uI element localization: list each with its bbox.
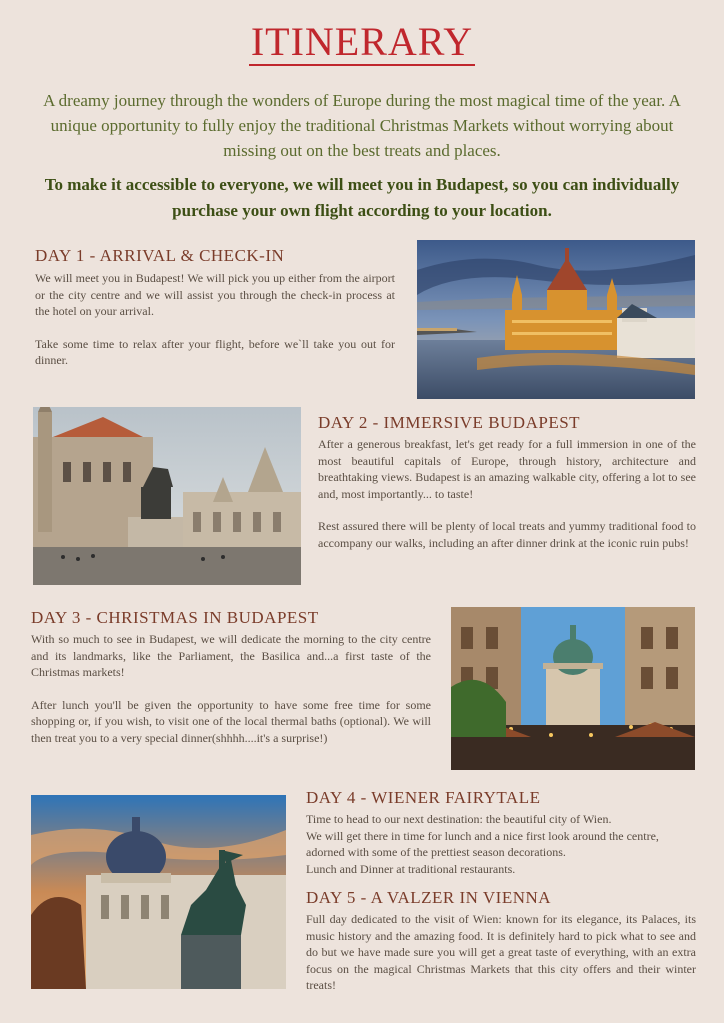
day-4-line-3: Lunch and Dinner at traditional restaurants.	[306, 861, 516, 876]
day-1-text	[35, 270, 395, 369]
intro-text: A dreamy journey through the wonders of Europe during the most magical time of the year. A unique opportunity to fully enjoy the traditional Christmas Markets without worrying about missing out on the best treats and places.	[43, 91, 681, 160]
day-3-paragraph-1: With so much to see in Budapest, we will dedicate the morning to the city centre and its landmarks, like the Parliament, the Basilica and...a first taste of the Christmas markets!	[31, 632, 431, 679]
day-5-text	[306, 911, 696, 994]
day-3-text	[31, 631, 431, 746]
day-5-title: DAY 5 - A VALZER IN VIENNA	[306, 888, 552, 907]
day-1-paragraph-2: Take some time to relax after your flight, before we`ll take you out for dinner.	[35, 336, 395, 367]
day-1-paragraph-1: We will meet you in Budapest! We will pick you up either from the airport or the city centre and we will assist you through the check-in process at the hotel on your arrival.	[35, 271, 395, 318]
day-2-text	[318, 436, 696, 551]
day-3-paragraph-2: After lunch you'll be given the opportunity to have some free time for some shopping or, if you wish, to visit one of the local thermal baths (optional). We will then treat you to a very special dinner(shhhh....it's a surprise!)	[31, 697, 431, 745]
day-2-paragraph-2: Rest assured there will be plenty of local treats and yummy traditional food to accompany our walks, including an after dinner drink at the iconic ruin pubs!	[318, 519, 696, 550]
day-3-title: DAY 3 - CHRISTMAS IN BUDAPEST	[31, 608, 319, 627]
day-2-paragraph-1: After a generous breakfast, let's get ready for a full immersion in one of the most beautiful capitals of Europe, through history, architecture and breathtaking views. Budapest is an amazing walkable city, offering a lot to see and, most importantly... to taste!	[318, 437, 696, 501]
day-5-paragraph-1: Full day dedicated to the visit of Wien: known for its elegance, its Palaces, its music history and the amazing food. It is definitely hard to pick what to see and do but we have made sure you will get a great taste of everything, with an extra focus on the magical Christmas Markets that this city offers and their winter treats!	[306, 912, 696, 992]
meeting-notice: To make it accessible to everyone, we will meet you in Budapest, so you can individually purchase your own flight according to your location.	[44, 175, 680, 220]
day-4-line-2: We will get there in time for lunch and a nice first look around the centre, adorned with some of the prettiest season decorations.	[306, 828, 659, 859]
fishermans-bastion-photo	[33, 407, 301, 585]
budapest-parliament-photo	[417, 240, 695, 399]
day-2-title: DAY 2 - IMMERSIVE BUDAPEST	[318, 413, 581, 432]
page-title: ITINERARY	[250, 19, 474, 64]
day-4-title: DAY 4 - WIENER FAIRYTALE	[306, 788, 541, 807]
christmas-market-basilica-photo	[451, 607, 695, 770]
day-4-text	[306, 811, 696, 877]
day-4-line-1: Time to head to our next destination: the beautiful city of Wien.	[306, 812, 612, 826]
vienna-hofburg-statue-photo	[31, 795, 286, 989]
day-1-title: DAY 1 - ARRIVAL & CHECK-IN	[35, 246, 285, 265]
